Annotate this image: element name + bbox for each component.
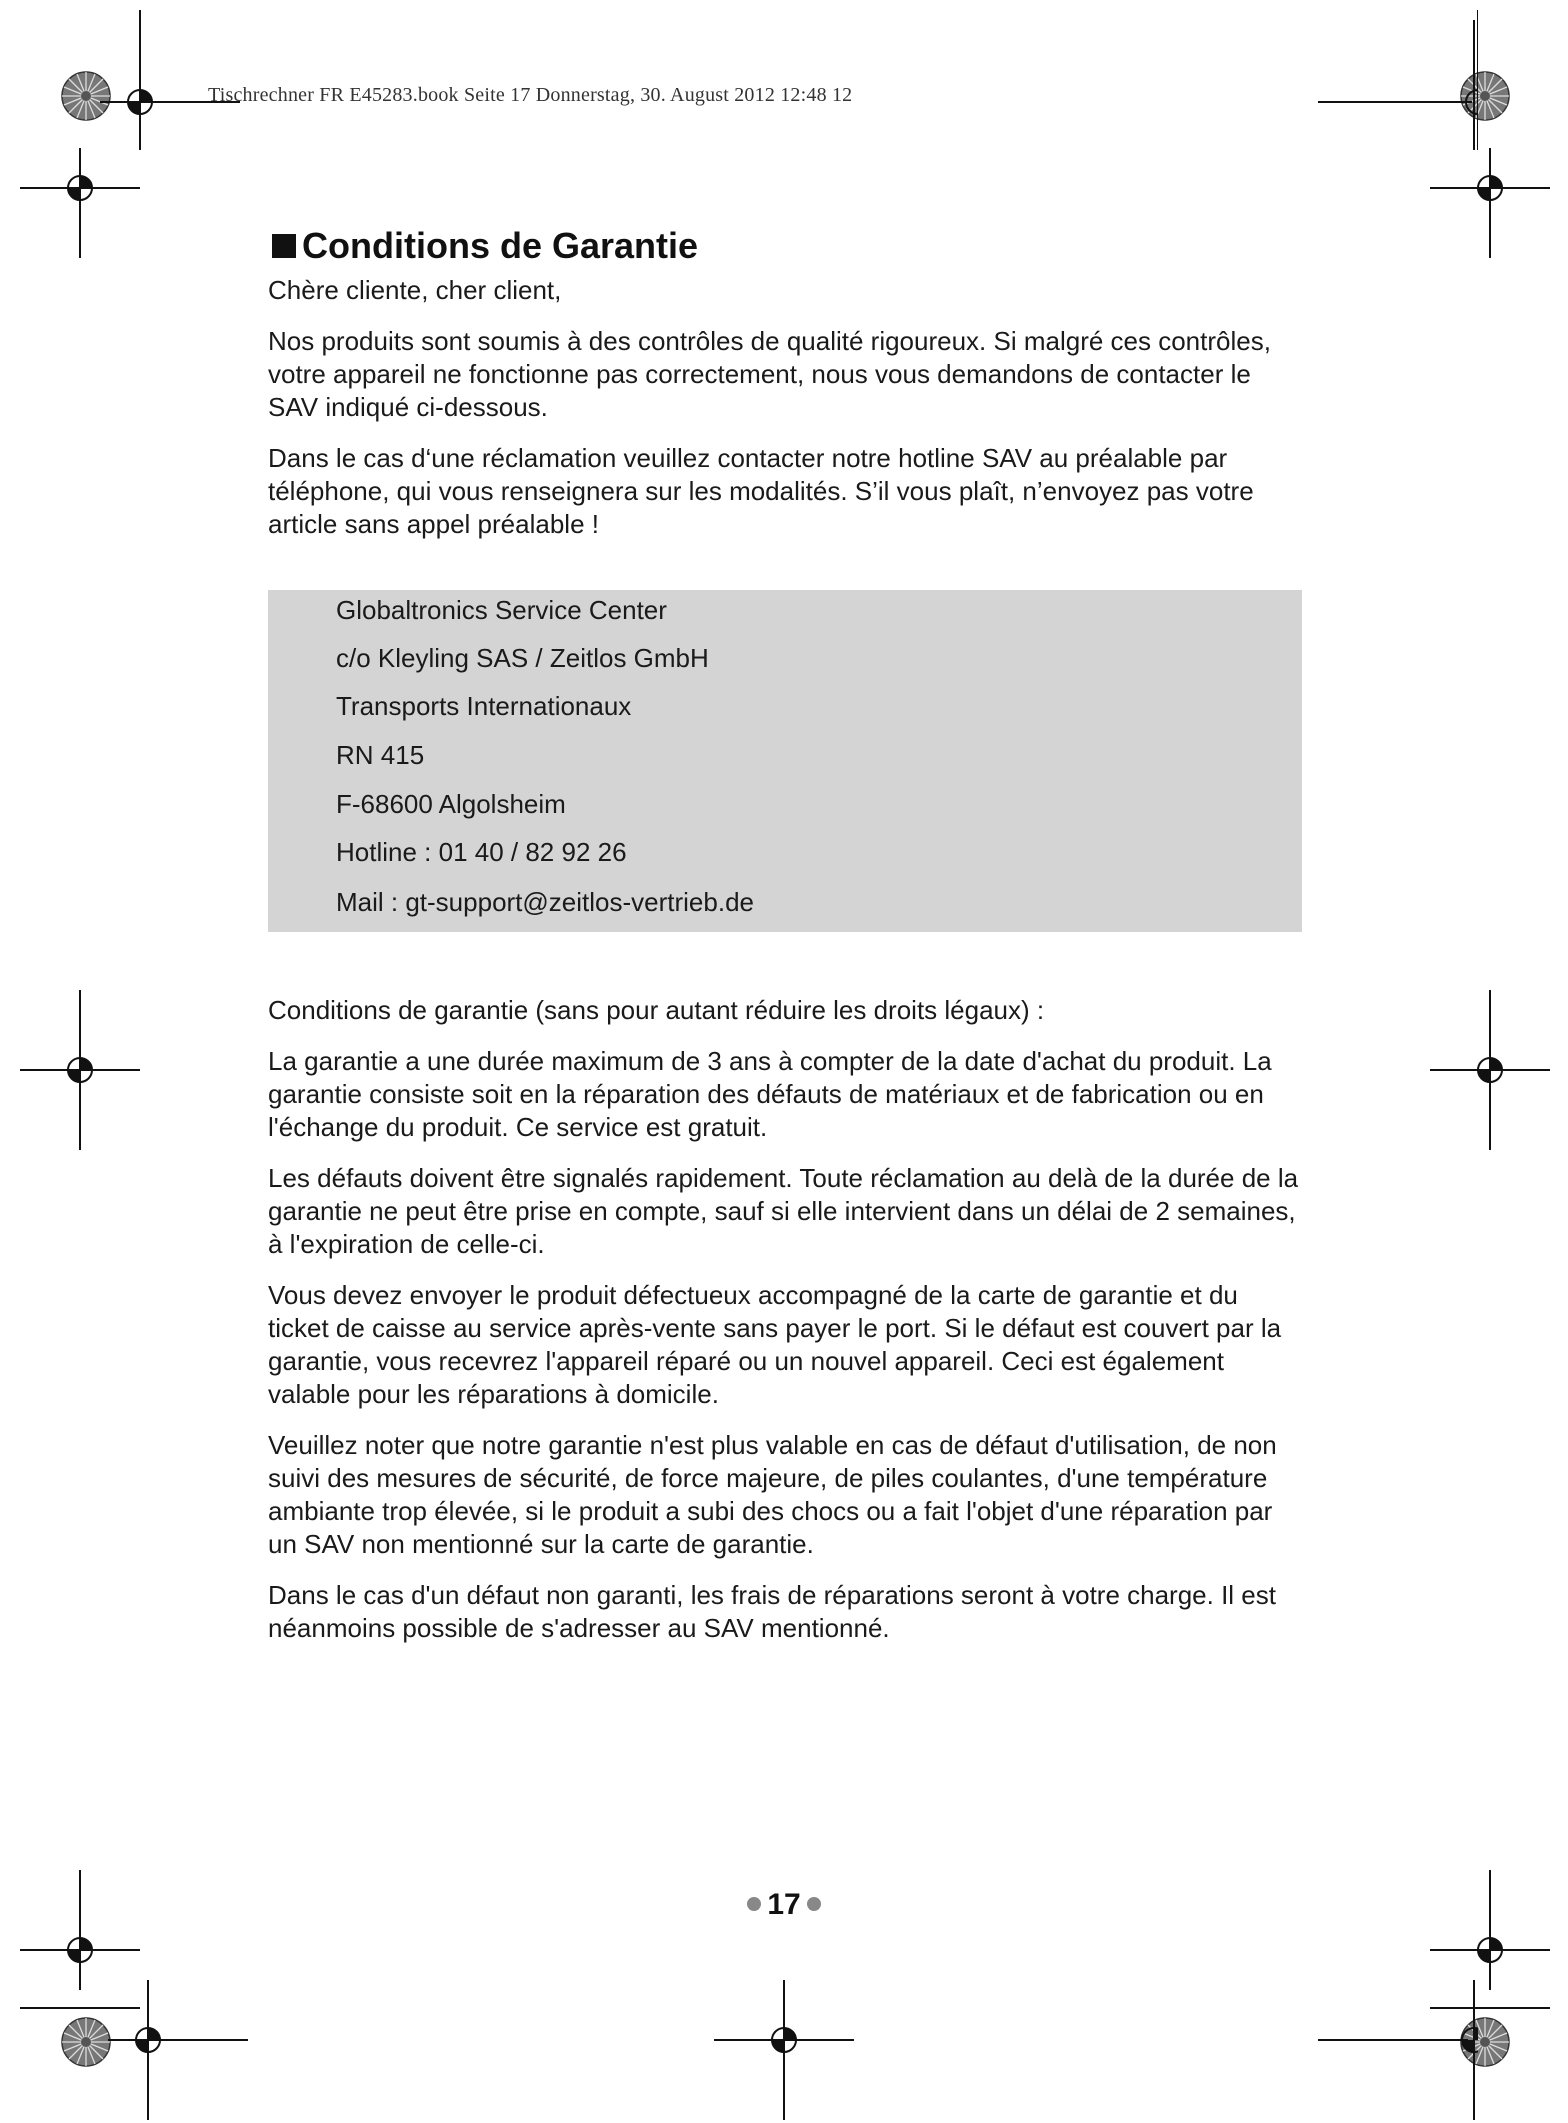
print-slug: Tischrechner FR E45283.book Seite 17 Donnerstag, 30. August 2012 12:48 12: [208, 84, 853, 106]
conditions-paragraph-5: Dans le cas d'un défaut non garanti, les frais de réparations seront à votre charge. Il est néanmoins possible de s'adresser au SAV mentionné.: [268, 1580, 1276, 1643]
address-line-city: F-68600 Algolsheim: [336, 789, 566, 819]
conditions-paragraph-3: Vous devez envoyer le produit défectueux accompagné de la carte de garantie et du ticket de caisse au service après-vente sans payer le port. Si le défaut est couvert par la garantie, vous recevrez l'appareil réparé ou un nouvel appareil. Ceci est également valable pour les réparations à domicile.: [268, 1280, 1282, 1409]
greeting: Chère cliente, cher client,: [268, 275, 562, 305]
crosshair-icon: [1318, 1960, 1478, 2120]
intro-paragraph-2: Dans le cas d‘une réclamation veuillez contacter notre hotline SAV au préalable par téléphone, qui vous renseignera sur les modalités. S’il vous plaît, n’envoyez pas votre article sans appel préalable !: [268, 443, 1254, 539]
crosshair-icon: [20, 990, 140, 1150]
conditions-paragraph-1: La garantie a une durée maximum de 3 ans à compter de la date d'achat du produit. La garantie consiste soit en la réparation des défauts de matériaux et de fabrication ou en l'échange du produit. Ce service est gratuit.: [268, 1046, 1272, 1142]
crosshair-icon: [714, 1960, 854, 2120]
address-line-mail: Mail : gt-support@zeitlos-vertrieb.de: [336, 887, 754, 917]
service-address-box: [268, 590, 1302, 932]
page-number: [0, 1888, 1568, 1922]
page-number-label: 17: [767, 1888, 801, 1921]
address-line-road: RN 415: [336, 740, 425, 770]
conditions-paragraph-2: Les défauts doivent être signalés rapidement. Toute réclamation au delà de la durée de la garantie ne peut être prise en compte, sauf si elle intervient dans un délai de 2 semaines, à l'expiration de celle-ci.: [268, 1163, 1299, 1259]
bullet-dot-icon: [747, 1897, 761, 1911]
address-line-company: Globaltronics Service Center: [336, 595, 667, 625]
address-line-transport: Transports Internationaux: [336, 691, 632, 721]
rosette-icon: [60, 2016, 112, 2068]
crosshair-icon: [1430, 118, 1550, 258]
page-title: Conditions de Garantie: [302, 225, 699, 266]
crosshair-icon: [108, 1960, 248, 2120]
warranty-section: [268, 222, 1300, 541]
intro-paragraph-1: Nos produits sont soumis à des contrôles de qualité rigoureux. Si malgré ces contrôles, votre appareil ne fonctionne pas correctement, nous vous demandons de contacter le SAV indiqué ci-dessous.: [268, 326, 1271, 422]
crosshair-icon: [20, 118, 140, 258]
address-line-care-of: c/o Kleyling SAS / Zeitlos GmbH: [336, 643, 709, 673]
address-line-hotline: Hotline : 01 40 / 82 92 26: [336, 837, 627, 867]
crosshair-icon: [1430, 990, 1550, 1150]
conditions-paragraph-4: Veuillez noter que notre garantie n'est plus valable en cas de défaut d'utilisation, de non suivi des mesures de sécurité, de force majeure, de piles coulantes, d'une température ambiante trop élevée, si le produit a subi des chocs ou a fait l'objet d'une réparation par un SAV non mentionné sur la carte de garantie.: [268, 1430, 1277, 1559]
bullet-dot-icon: [807, 1897, 821, 1911]
section-heading: [268, 222, 1300, 270]
square-bullet-icon: [272, 234, 296, 258]
conditions-intro: Conditions de garantie (sans pour autant réduire les droits légaux) :: [268, 995, 1045, 1025]
conditions-section: [268, 994, 1304, 1645]
